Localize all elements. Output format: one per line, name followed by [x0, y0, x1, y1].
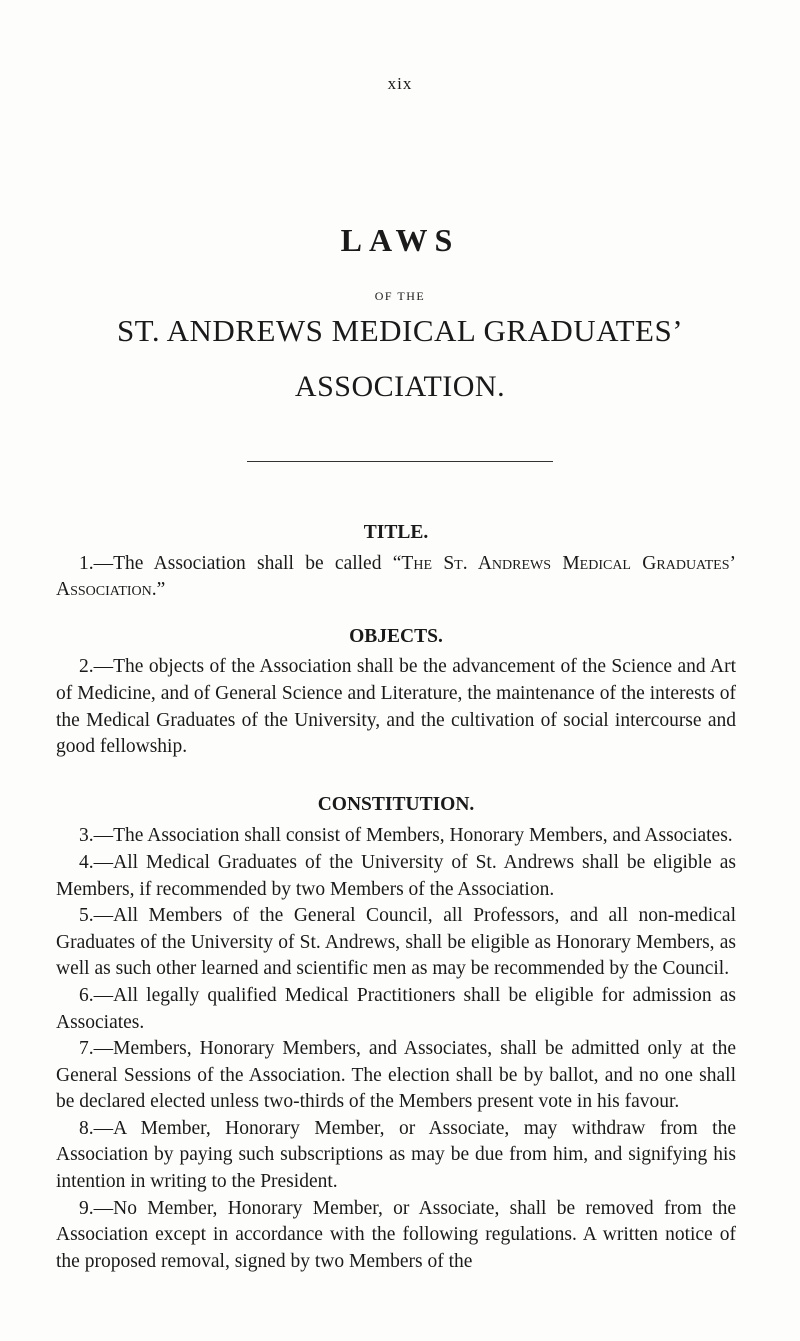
law-paragraph-4: 4.—All Medical Graduates of the University of St. Andrews shall be eligible as Members, if recommended by two Members of the Association. — [56, 851, 736, 900]
title-connector: OF THE — [374, 289, 426, 303]
law-1-text: 1.—The Association shall be called — [79, 552, 393, 574]
law-paragraph-1 — [56, 551, 736, 604]
law-paragraph-6: 6.—All legally qualified Medical Practitioners shall be eligible for admission as Associates. — [56, 984, 736, 1033]
section-heading-objects: OBJECTS. — [349, 625, 443, 647]
main-title: LAWS — [340, 222, 460, 258]
law-paragraph-8: 8.—A Member, Honorary Member, or Associate, may withdraw from the Association by paying such subscriptions as may be due from him, and signifying his intention in writing to the President. — [56, 1117, 736, 1193]
section-heading-title: TITLE. — [363, 522, 429, 543]
title-divider — [247, 461, 553, 462]
subtitle-line-1: ST. ANDREWS MEDICAL GRADUATES’ — [116, 313, 684, 348]
law-paragraph-5: 5.—All Members of the General Council, all Professors, and all non-medical Graduates of the University of St. Andrews, shall be eligible as Honorary Members, as well as such other learned and scientific men as may be recommended by the Council. — [56, 905, 736, 980]
law-paragraph-7: 7.—Members, Honorary Members, and Associates, shall be admitted only at the General Sessions of the Association. The election shall be by ballot, and no one shall be declared elected unless two-thirds of the Members present vote in his favour. — [56, 1038, 736, 1113]
page-number: xix — [387, 74, 413, 93]
subtitle-line-2: ASSOCIATION. — [294, 370, 506, 403]
section-heading-constitution: CONSTITUTION. — [317, 793, 475, 815]
association-name: “The St. Andrews Medical Graduates’ Association.” — [56, 552, 736, 601]
law-paragraph-3: 3.—The Association shall consist of Members, Honorary Members, and Associates. — [79, 825, 733, 847]
laws-body — [56, 520, 736, 1275]
law-paragraph-2: 2.—The objects of the Association shall be the advancement of the Science and Art of Medicine, and of General Science and Literature, the maintenance of the interests of the Medical Graduates of the University, and the cultivation of social intercourse and good fellowship. — [56, 656, 736, 758]
law-paragraph-9: 9.—No Member, Honorary Member, or Associate, shall be removed from the Association except in accordance with the following regulations. A written notice of the proposed removal, signed by two Members of the — [56, 1197, 736, 1272]
